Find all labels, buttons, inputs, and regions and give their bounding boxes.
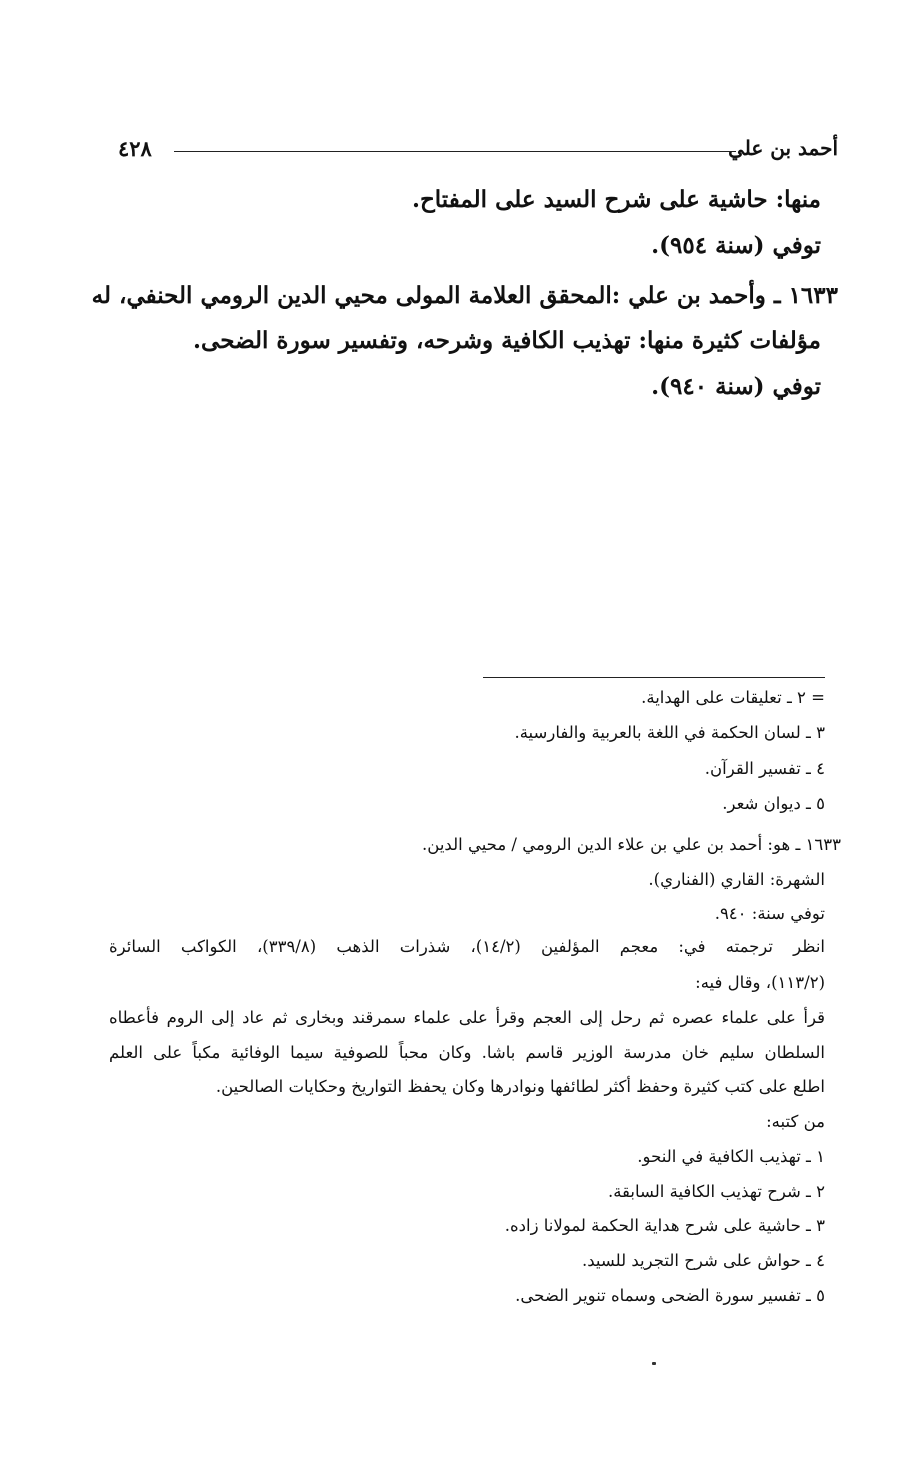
footnote-line: انظر ترجمته في: معجم المؤلفين (١٤/٢)، شذرات الذهب (٣٣٩/٨)، الكواكب السائرة	[109, 937, 825, 956]
entry-1633-line-1: ١٦٣٣ ـ وأحمد بن علي :المحقق العلامة المولى محيي الدين الرومي الحنفي، له	[91, 282, 838, 309]
footnote-line: اطلع على كتب كثيرة وحفظ أكثر لطائفها ونوادرها وكان يحفظ التواريخ وحكايات الصالحين.	[215, 1077, 825, 1096]
footnote-rule	[483, 677, 825, 678]
main-line-1: منها: حاشية على شرح السيد على المفتاح.	[411, 186, 821, 213]
footnote-line: قرأ على علماء عصره ثم رحل إلى العجم وقرأ على علماء سمرقند وبخارى ثم عاد إلى الروم فأعطاه	[109, 1008, 825, 1027]
footnote-line: ٥ ـ ديوان شعر.	[722, 794, 825, 813]
footnote-line: ٣ ـ حاشية على شرح هداية الحكمة لمولانا زاده.	[504, 1216, 825, 1235]
footnote-line: ٣ ـ لسان الحكمة في اللغة بالعربية والفارسية.	[514, 723, 825, 742]
page-number: ٤٢٨	[118, 136, 152, 161]
footnote-entry-1633: ١٦٣٣ ـ هو: أحمد بن علي بن علاء الدين الرومي / محيي الدين.	[422, 835, 841, 854]
footnote-line: ٢ ـ شرح تهذيب الكافية السابقة.	[607, 1182, 825, 1201]
entry-1633-line-2: مؤلفات كثيرة منها: تهذيب الكافية وشرحه، وتفسير سورة الضحى.	[193, 327, 821, 354]
footnote-line: (١١٣/٢)، وقال فيه:	[695, 973, 825, 992]
entry-1633-line-3: توفي (سنة ٩٤٠).	[651, 373, 821, 400]
footnote-line: ٤ ـ حواش على شرح التجريد للسيد.	[582, 1251, 825, 1270]
print-speck	[652, 1362, 656, 1365]
footnote-line: توفي سنة: ٩٤٠.	[714, 904, 825, 923]
running-title: أحمد بن علي	[728, 136, 838, 160]
page-header	[118, 136, 838, 166]
footnote-line: ٥ ـ تفسير سورة الضحى وسماه تنوير الضحى.	[515, 1286, 825, 1305]
footnote-line: السلطان سليم خان مدرسة الوزير قاسم باشا. وكان محباً للصوفية سيما الوفائية مكباً على العلم	[109, 1043, 825, 1062]
footnote-line: من كتبه:	[766, 1112, 825, 1131]
footnote-line: ١ ـ تهذيب الكافية في النحو.	[637, 1147, 825, 1166]
footnote-line: الشهرة: القاري (الفناري).	[648, 870, 825, 889]
header-rule	[174, 151, 736, 152]
footnote-line: = ٢ ـ تعليقات على الهداية.	[641, 688, 825, 707]
footnote-line: ٤ ـ تفسير القرآن.	[704, 759, 825, 778]
main-line-2: توفي (سنة ٩٥٤).	[651, 232, 821, 259]
